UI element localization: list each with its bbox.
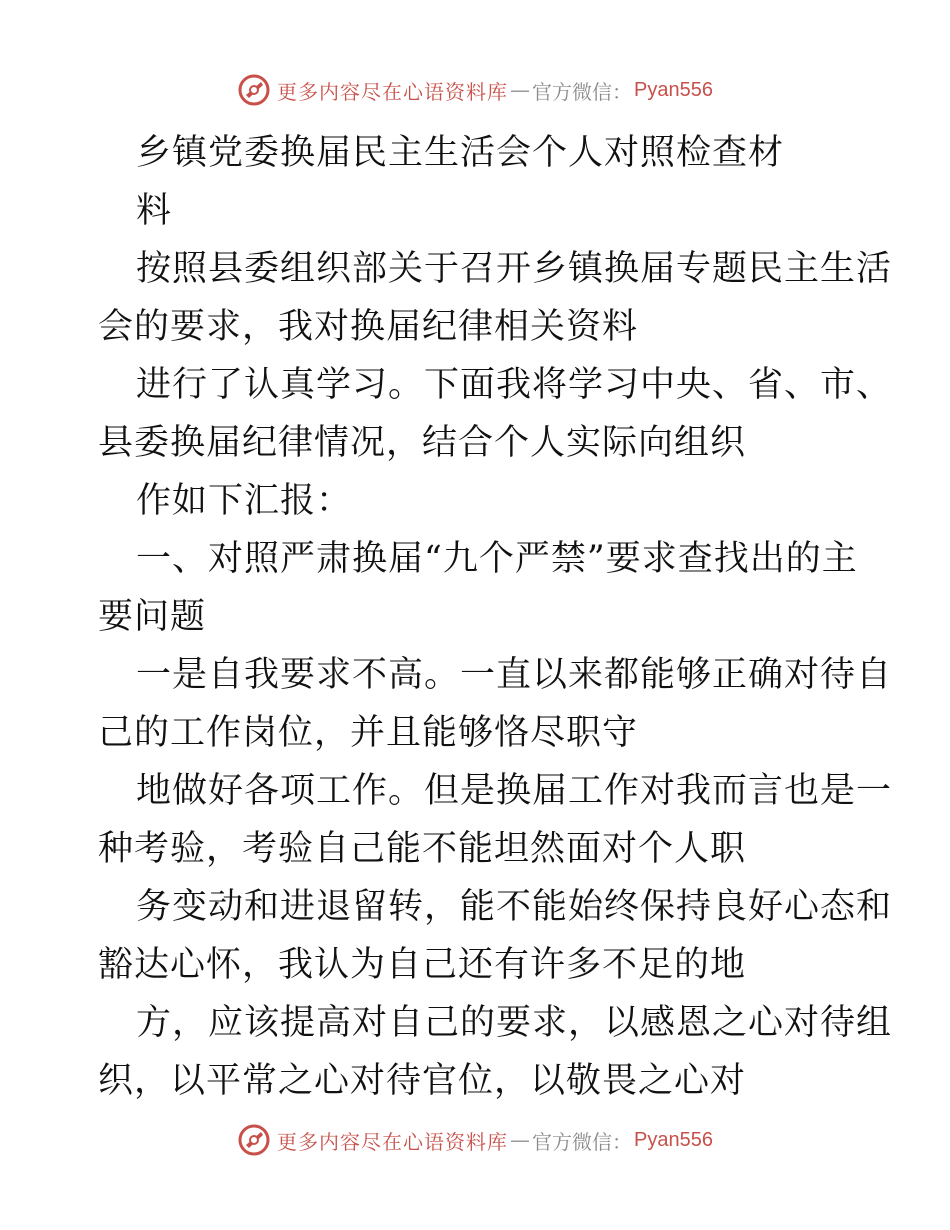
footer-wechat-handle: Pyan556 <box>634 1128 713 1151</box>
brand-logo-icon <box>237 73 271 107</box>
footer-banner-separator: — <box>510 1128 531 1152</box>
footer-banner <box>0 1120 950 1160</box>
paragraph-line: 一是自我要求不高。一直以来都能够正确对待自 <box>136 655 893 695</box>
section-heading-line: 要问题 <box>98 597 207 637</box>
header-banner <box>0 70 950 110</box>
header-official-label: 官方微信： <box>532 79 633 104</box>
paragraph-line: 县委换届纪律情况，结合个人实际向组织 <box>98 423 747 463</box>
header-banner-separator: — <box>510 78 531 102</box>
paragraph-line: 进行了认真学习。下面我将学习中央、省、市、 <box>136 365 893 405</box>
paragraph-line: 地做好各项工作。但是换届工作对我而言也是一 <box>136 771 893 811</box>
paragraph-line: 会的要求，我对换届纪律相关资料 <box>98 307 639 347</box>
brand-logo-icon <box>237 1123 271 1157</box>
document-title-line-2: 料 <box>136 191 173 231</box>
header-wechat-handle: Pyan556 <box>634 78 713 101</box>
paragraph-line: 作如下汇报： <box>136 481 353 521</box>
paragraph-line: 织，以平常之心对待官位，以敬畏之心对 <box>98 1061 747 1101</box>
document-title-line-1: 乡镇党委换届民主生活会个人对照检查材 <box>136 133 785 173</box>
paragraph-line: 方，应该提高对自己的要求，以感恩之心对待组 <box>136 1003 893 1043</box>
document-body <box>98 124 893 1110</box>
paragraph-line: 种考验，考验自己能不能坦然面对个人职 <box>98 829 747 869</box>
paragraph-line: 己的工作岗位，并且能够恪尽职守 <box>98 713 639 753</box>
header-banner-text: 更多内容尽在心语资料库 <box>277 79 509 104</box>
paragraph-line: 豁达心怀，我认为自己还有许多不足的地 <box>98 945 747 985</box>
paragraph-line: 按照县委组织部关于召开乡镇换届专题民主生活 <box>136 249 893 289</box>
paragraph-line: 务变动和进退留转，能不能始终保持良好心态和 <box>136 887 893 927</box>
footer-official-label: 官方微信： <box>532 1129 633 1154</box>
section-heading-line: 一、对照严肃换届“九个严禁”要求查找出的主 <box>136 539 858 579</box>
footer-banner-text: 更多内容尽在心语资料库 <box>277 1129 509 1154</box>
